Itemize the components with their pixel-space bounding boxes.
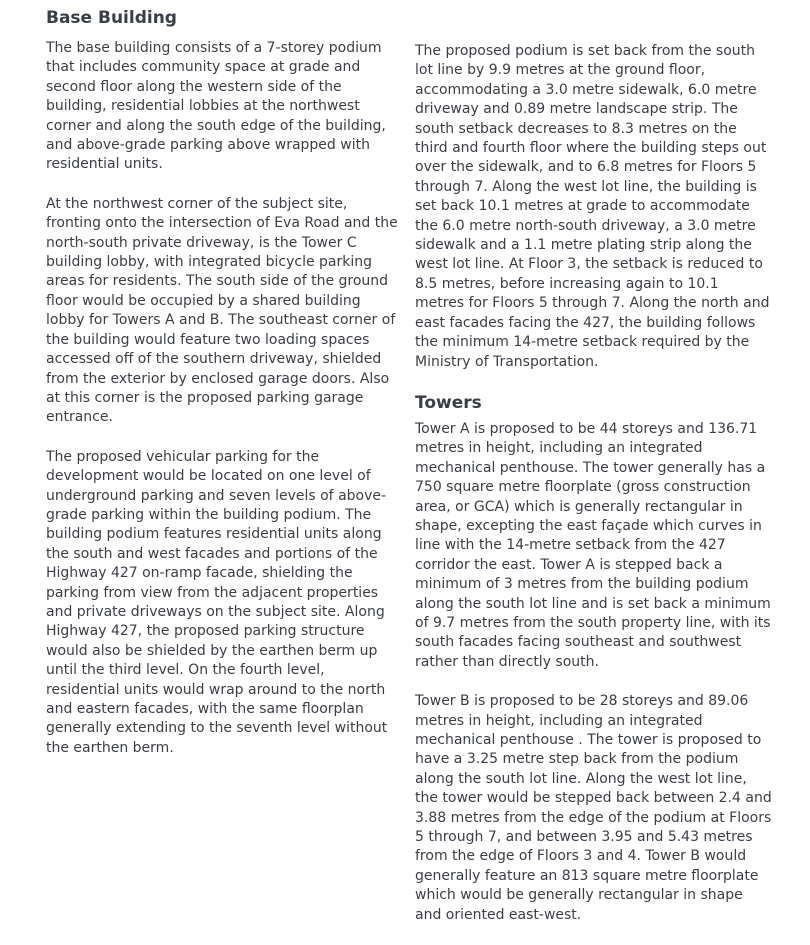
left-column (46, 0, 402, 778)
base-building-paragraph-1: The base building consists of a 7-storey podium that includes community space at grade and second floor along the western side of the building, residential lobbies at the northwest corner and along the south edge of the building, and above-grade parking above wrapped with residential units. (46, 40, 386, 173)
base-building-paragraph-3: The proposed vehicular parking for the development would be located on one level of underground parking and seven levels of above-grade parking within the building podium. The building podium features residential units along the south and west facades and portions of the Highway 427 on-ramp facade, shielding the parking from view from the adjacent properties and private driveways on the subject site. Along Highway 427, the proposed parking structure would also be shielded by the earthen berm up until the third level. On the fourth level, residential units would wrap around to the north and eastern facades, with the same floorplan generally extending to the seventh level without the earthen berm. (46, 448, 388, 756)
base-building-paragraph-4: The proposed podium is set back from the south lot line by 9.9 metres at the ground floor, accommodating a 3.0 metre sidewalk, 6.0 metre driveway and 0.89 metre landscape strip. The south setback decreases to 8.3 metres on the third and fourth floor where the building steps out over the sidewalk, and to 6.8 metres for Floors 5 through 7. Along the west lot line, the building is set back 10.1 metres at grade to accommodate the 6.0 metre north-south driveway, a 3.0 metre sidewalk and a 1.1 metre plating strip along the west lot line. At Floor 3, the setback is reduced to 8.5 metres, before increasing again to 10.1 metres for Floors 5 through 7. Along the north and east facades facing the 427, the building follows the minimum 14-metre setback required by the Ministry of Transportation. (415, 43, 770, 370)
right-column (415, 0, 772, 945)
base-building-paragraph-2: At the northwest corner of the subject site, fronting onto the intersection of Eva Road and the north-south private driveway, is the Tower C building lobby, with integrated bicycle parking areas for residents. The south side of the ground floor would be occupied by a shared building lobby for Towers A and B. The southeast corner of the building would feature two loading spaces accessed off of the southern driveway, shielded from the exterior by enclosed garage doors. Also at this corner is the proposed parking garage entrance. (46, 195, 398, 426)
towers-paragraph-1: Tower A is proposed to be 44 storeys and 136.71 metres in height, including an integrated mechanical penthouse. The tower generally has a 750 square metre floorplate (gross construction area, or GCA) which is generally rectangular in shape, excepting the east façade which curves in line with the 14-metre setback from the 427 corridor the east. Tower A is stepped back a minimum of 3 metres from the building podium along the south lot line and is set back a minimum of 9.7 metres from the south property line, with its south facades facing southeast and southwest rather than directly south. (415, 420, 771, 670)
towers-heading: Towers (415, 392, 482, 413)
base-building-heading: Base Building (46, 8, 177, 28)
towers-paragraph-2: Tower B is proposed to be 28 storeys and 89.06 metres in height, including an integrated mechanical penthouse . The tower is proposed to have a 3.25 metre step back from the podium along the south lot line. Along the west lot line, the tower would be stepped back between 2.4 and 3.88 metres from the edge of the podium at Floors 5 through 7, and between 3.95 and 5.43 metres from the edge of Floors 3 and 4. Tower B would generally feature an 813 square metre floorplate which would be generally rectangular in shape and oriented east-west. (415, 693, 772, 923)
